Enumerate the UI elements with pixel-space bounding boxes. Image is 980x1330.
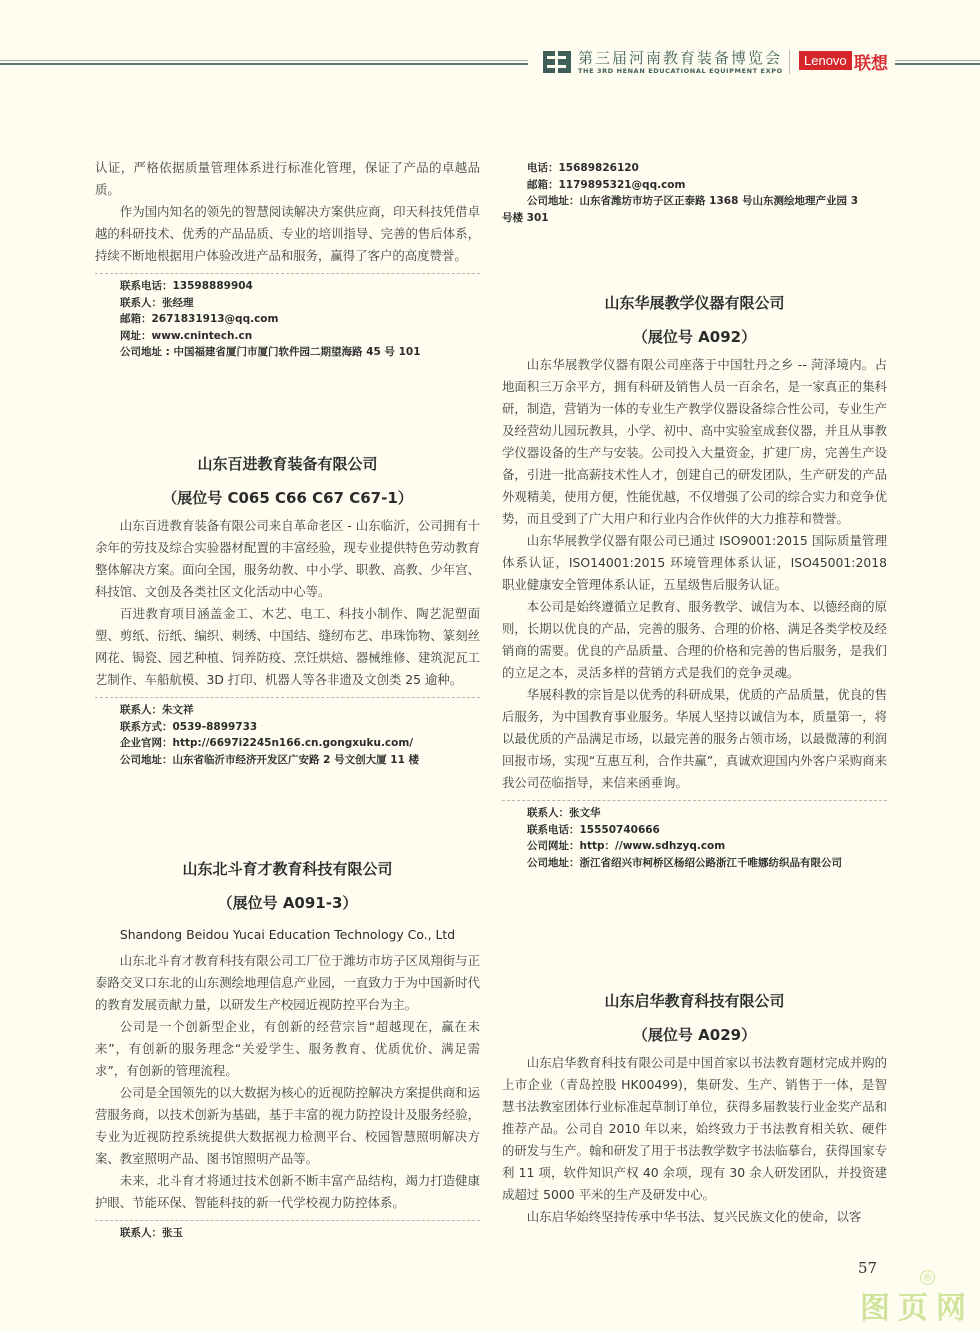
contact-address-cont: 号楼 301 bbox=[502, 211, 549, 224]
paragraph: 公司是一个创新型企业，有创新的经营宗旨“超越现在，赢在未来”，有创新的服务理念“关爱学生、服务教育、优质优价、满足需求”，有创新的管理流程。 bbox=[95, 1019, 480, 1078]
contact-website: 企业官网：http://6697i2245n166.cn.gongxuku.com/ bbox=[120, 737, 414, 749]
paragraph: 本公司是始终遵循立足教育、服务教学、诚信为本、以德经商的原则，长期以优良的产品，完善的服务、合理的价格、满足各类学校及经销商的需要。优良的产品质量、合理的价格和完善的售后服务，是我们的立足之本，灵活多样的营销方式是我们的竞争灵魂。 bbox=[502, 599, 887, 680]
contact-address: 公司地址：山东省潍坊市坊子区正泰路 1368 号山东测绘地理产业园 3 bbox=[527, 195, 858, 207]
contact-phone: 联系电话：13598889904 bbox=[120, 280, 253, 292]
expo-title-en: THE 3RD HENAN EDUCATIONAL EQUIPMENT EXPO bbox=[578, 67, 783, 75]
booth-number: （展位号 C065 C66 C67 C67-1） bbox=[162, 489, 413, 507]
company-title: 山东启华教育科技有限公司 bbox=[604, 992, 785, 1010]
contact-website: 网址：www.cnintech.cn bbox=[120, 329, 253, 342]
contact-address: 公司地址 : 中国福建省厦门市厦门软件园二期望海路 45 号 101 bbox=[120, 346, 421, 358]
booth-number: （展位号 A029） bbox=[632, 1026, 757, 1044]
booth-number: （展位号 A091-3） bbox=[217, 894, 358, 912]
header-rule-left bbox=[0, 60, 528, 63]
paragraph: 山东启华教育科技有限公司是中国首家以书法教育题材完成并购的上市企业（青岛控股 HK00499)，集研发、生产、销售于一体，是智慧书法教室团体行业标准起草制订单位，获得多届教装行业金奖产品和推荐产品。公司自 2010 年以来，始终致力于书法教育相关软、硬件的研发与生产。翰和研发了用于书法教学数字书法临摹台，获得国家专利 11 项，软件知识产权 40 余项，现有 30 余人研发团队，并投资建成超过 5000 平米的生产及研发中心。 bbox=[502, 1055, 887, 1202]
contact-block bbox=[502, 160, 887, 226]
expo-title-cn: 第三届河南教育装备博览会 bbox=[578, 49, 783, 67]
contact-email: 邮箱：1179895321@qq.com bbox=[527, 178, 686, 191]
company-title: 山东北斗育才教育科技有限公司 bbox=[182, 860, 393, 878]
lenovo-logo: Lenovo bbox=[799, 51, 852, 70]
company-title: 山东华展教学仪器有限公司 bbox=[604, 294, 785, 312]
intro-continuation bbox=[95, 157, 480, 361]
contact-phone: 电话：15689826120 bbox=[527, 162, 639, 174]
contact-address: 公司地址：浙江省绍兴市柯桥区杨绍公路浙江千唯娜纺织品有限公司 bbox=[527, 856, 842, 869]
divider bbox=[95, 1220, 480, 1221]
paragraph: 认证，严格依据质量管理体系进行标准化管理，保证了产品的卓越品质。 bbox=[95, 160, 480, 197]
left-column bbox=[95, 157, 480, 361]
contact-block bbox=[95, 1225, 480, 1242]
paragraph: 作为国内知名的领先的智慧阅读解决方案供应商，印天科技凭借卓越的科研技术、优秀的产品品质、专业的培训指导、完善的售后体系，持续不断地根据用户体验改进产品和服务，赢得了客户的高度赞誉。 bbox=[95, 204, 480, 263]
contact-phone: 联系电话：15550740666 bbox=[527, 823, 660, 836]
contact-block bbox=[95, 702, 480, 768]
paragraph: 山东百进教育装备有限公司来自革命老区 - 山东临沂，公司拥有十余年的劳技及综合实验器材配置的丰富经验，现专业提供特色劳动教育整体解决方案。面向全国，服务幼教、中小学、职教、高教、少年宫、科技馆、文创及各类社区文化活动中心等。 bbox=[95, 518, 480, 599]
company-qihua bbox=[502, 984, 887, 1228]
contact-person: 联系人：张经理 bbox=[120, 296, 194, 309]
paragraph: 未来，北斗育才将通过技术创新不断丰富产品结构，竭力打造健康护眼、节能环保、智能科技的新一代学校视力防控体系。 bbox=[95, 1173, 480, 1210]
contact-person: 联系人：张玉 bbox=[120, 1227, 183, 1239]
contact-person: 联系人：张文华 bbox=[527, 807, 601, 819]
company-english-name: Shandong Beidou Yucai Education Technology Co., Ltd bbox=[119, 927, 456, 942]
company-title: 山东百进教育装备有限公司 bbox=[197, 455, 378, 473]
booth-number: （展位号 A092） bbox=[632, 328, 757, 346]
paragraph: 山东启华始终坚持传承中华书法、复兴民族文化的使命，以客 bbox=[526, 1209, 862, 1224]
paragraph: 公司是全国领先的以大数据为核心的近视防控解决方案提供商和运营服务商，以技术创新为基础，基于丰富的视力防控设计及服务经验，专业为近视防控系统提供大数据视力检测平台、校园智慧照明解决方案、教室照明产品、图书馆照明产品等。 bbox=[95, 1085, 480, 1166]
divider bbox=[502, 800, 887, 801]
paragraph: 华展科教的宗旨是以优秀的科研成果，优质的产品质量，优良的售后服务，为中国教育事业服务。华展人坚持以诚信为本，质量第一，将以最优质的产品满足市场，以最完善的服务占领市场，以最微薄的利润回报市场，实现“互惠互利，合作共赢”，真诚欢迎国内外客户采购商来我公司莅临指导，来信来函垂询。 bbox=[502, 687, 887, 790]
expo-header bbox=[0, 40, 980, 85]
beidou-contacts-continued bbox=[502, 160, 887, 226]
contact-address: 公司地址：山东省临沂市经济开发区广安路 2 号文创大厦 11 楼 bbox=[120, 753, 420, 766]
header-rule-right bbox=[895, 60, 980, 63]
contact-email: 邮箱：2671831913@qq.com bbox=[120, 313, 279, 325]
paragraph: 百进教育项目涵盖金工、木艺、电工、科技小制作、陶艺泥塑面塑、剪纸、衍纸、编织、刺绣、中国结、缝纫布艺、串珠饰物、篆刻丝网花、锔瓷、园艺种植、饲养防疫、烹饪烘焙、器械维修、建筑泥瓦工艺制作、车船航模、3D 打印、机器人等各非遗及文创类 25 逾种。 bbox=[95, 606, 480, 687]
contact-website: 公司网址：http：//www.sdhzyq.com bbox=[527, 840, 726, 852]
registered-mark-icon: ® bbox=[922, 1271, 933, 1284]
company-beidou bbox=[95, 852, 480, 1242]
contact-person: 联系人：朱文祥 bbox=[120, 704, 194, 716]
page-number: 57 bbox=[858, 1259, 878, 1277]
paragraph: 山东北斗育才教育科技有限公司工厂位于潍坊市坊子区凤翔街与正泰路交叉口东北的山东测绘地理信息产业园，一直致力于为中国新时代的教育发展贡献力量，以研发生产校园近视防控平台为主。 bbox=[95, 953, 480, 1012]
contact-block bbox=[502, 805, 887, 871]
lenovo-logo-cn: 联想 bbox=[854, 54, 888, 74]
header-divider bbox=[789, 50, 790, 74]
contact-block bbox=[95, 278, 480, 361]
expo-logo-icon bbox=[543, 51, 571, 73]
company-baijin bbox=[95, 447, 480, 768]
contact-phone: 联系方式：0539-8899733 bbox=[120, 720, 258, 733]
paragraph: 山东华展教学仪器有限公司座落于中国牡丹之乡 -- 菏泽境内。占地面积三万余平方，拥有科研及销售人员一百余名，是一家真正的集科研，制造，营销为一体的专业生产教学仪器设备综合性公司，专业生产及经营幼儿园玩教具，小学、初中、高中实验室成套仪器，并且从事教学仪器设备的生产与安装。公司投入大量资金，扩建厂房，完善生产设备，引进一批高薪技术性人才，创建自己的研发团队，生产研发的产品外观精美，使用方便，性能优越，不仅增强了公司的综合实力和竞争优势，而且受到了广大用户和行业内合作伙伴的大力推荐和赞誉。 bbox=[502, 357, 887, 526]
divider bbox=[95, 273, 480, 274]
watermark-logo: 图页网 bbox=[860, 1291, 974, 1326]
divider bbox=[95, 697, 480, 698]
paragraph: 山东华展教学仪器有限公司已通过 ISO9001:2015 国际质量管理体系认证，ISO14001:2015 环境管理体系认证，ISO45001:2018 职业健康安全管理体系认证，五星级售后服务认证。 bbox=[502, 533, 887, 592]
company-huazhan bbox=[502, 286, 887, 871]
